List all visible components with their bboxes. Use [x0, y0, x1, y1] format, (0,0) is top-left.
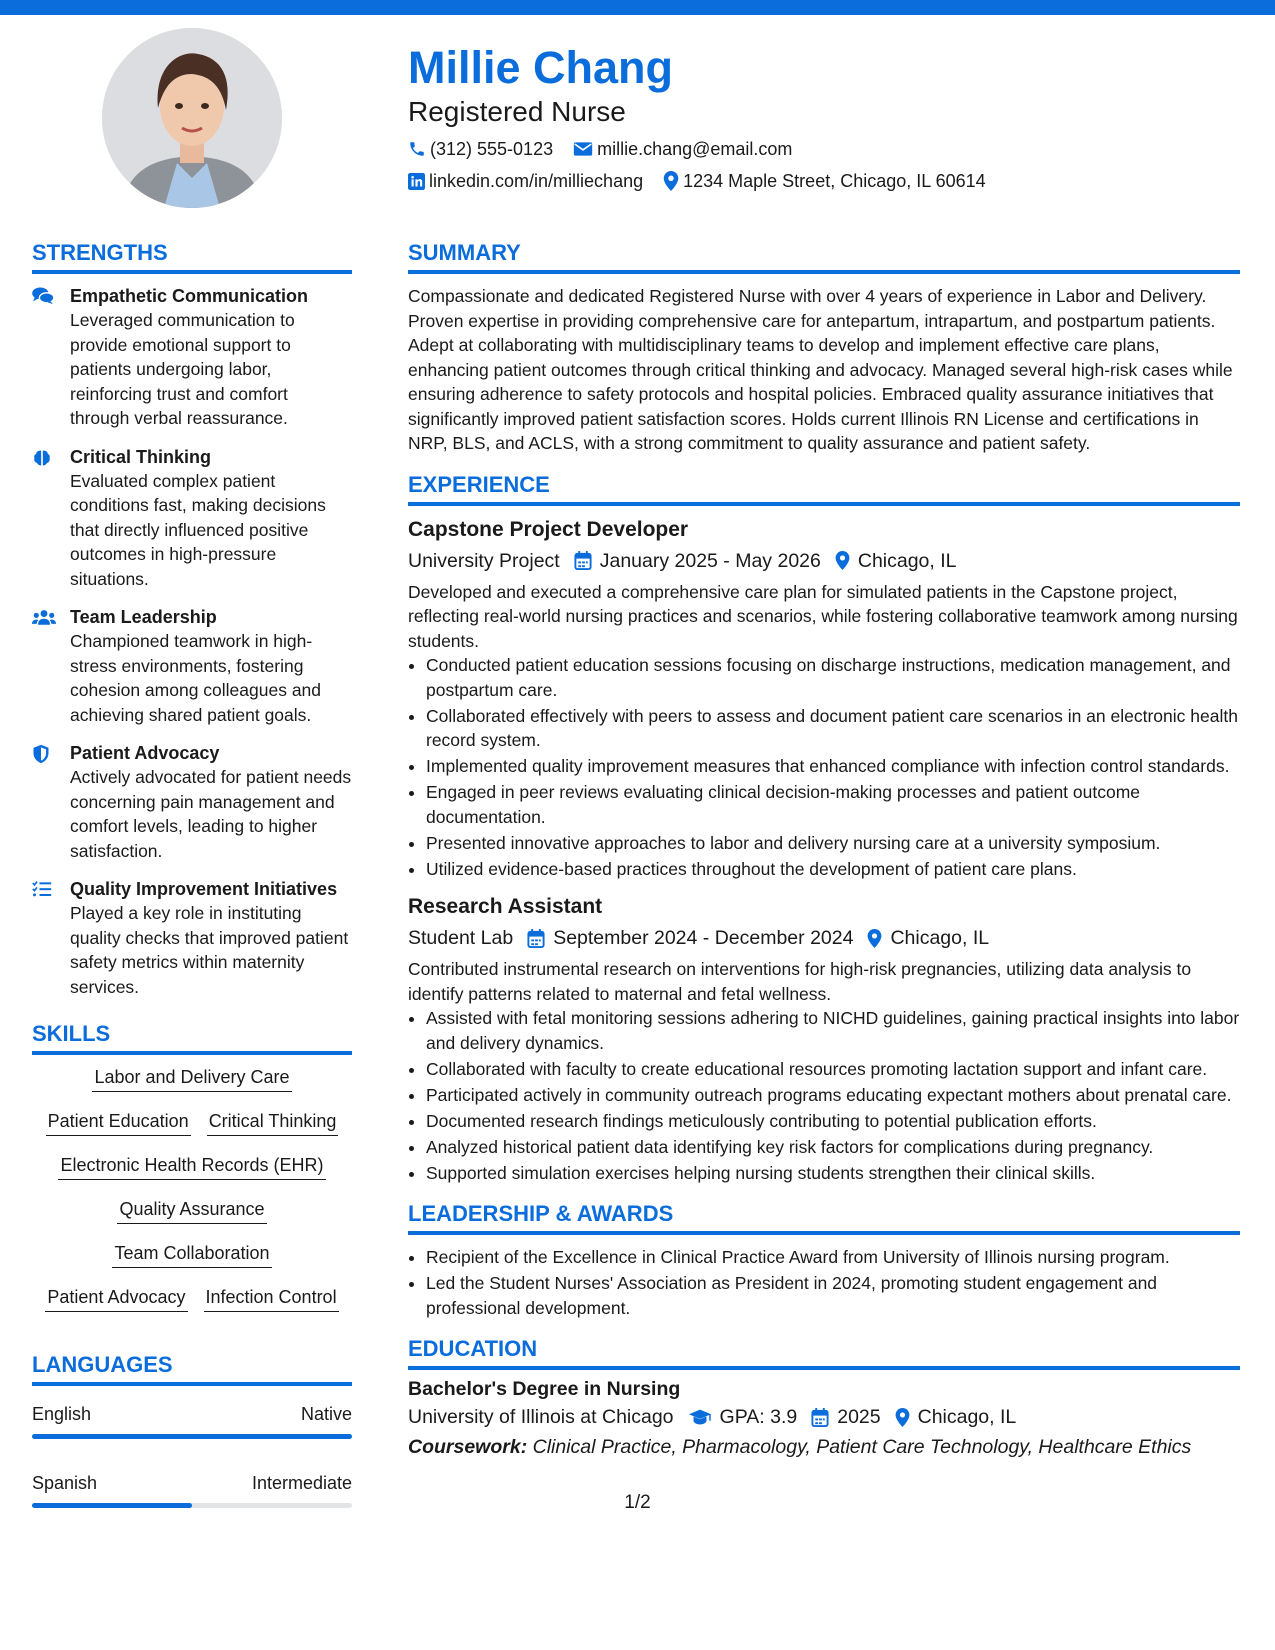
bullet-item: • Led the Student Nurses' Association as President in 2024, promoting student engagement and professional development.: [426, 1271, 1240, 1320]
job-org: University Project: [408, 549, 560, 572]
awards-list: [408, 1245, 1240, 1320]
strength-item: [32, 877, 352, 999]
strength-title: Quality Improvement Initiatives: [70, 879, 338, 899]
calendar-icon: [574, 551, 592, 570]
job-description: Contributed instrumental research on interventions for high-risk pregnancies, utilizing data analysis to identify patterns related to maternal and fetal wellness.: [408, 959, 1192, 1004]
language-progress-bar: [32, 1434, 352, 1439]
bullet-item: • Conducted patient education sessions focusing on discharge instructions, medication management, and postpartum care.: [426, 653, 1240, 702]
job-title: Research Assistant: [408, 895, 603, 918]
strength-desc: Played a key role in instituting quality checks that improved patient safety metrics within maternity services.: [70, 903, 349, 997]
skill-tag: Patient Education: [46, 1109, 191, 1136]
graduation-cap-icon: [688, 1408, 712, 1426]
comments-icon: [32, 287, 54, 305]
left-column: [32, 238, 352, 1540]
school-name: University of Illinois at Chicago: [408, 1406, 674, 1428]
linkedin-text[interactable]: linkedin.com/in/milliechang: [429, 171, 644, 191]
job-entry: [408, 893, 1240, 1185]
phone-text: (312) 555-0123: [430, 139, 554, 159]
top-accent-bar: [0, 0, 1275, 15]
bullet-item: • Analyzed historical patient data identifying key risk factors for complications during pregnancy.: [426, 1135, 1240, 1160]
language-name: Spanish: [32, 1473, 98, 1493]
job-meta: [408, 923, 1240, 953]
language-level: Native: [300, 1404, 352, 1424]
candidate-name: Millie Chang: [408, 42, 674, 93]
awards-heading: LEADERSHIP & AWARDS: [408, 1199, 1240, 1235]
avatar: [102, 28, 282, 208]
email-text[interactable]: millie.chang@email.com: [597, 139, 793, 159]
map-pin-icon: [867, 929, 882, 948]
header: [408, 40, 1238, 194]
graduation-year: 2025: [837, 1406, 881, 1428]
school-location: Chicago, IL: [917, 1406, 1017, 1428]
strength-item: [32, 605, 352, 727]
skill-tag: Labor and Delivery Care: [92, 1065, 291, 1092]
candidate-role: Registered Nurse: [408, 96, 626, 127]
strength-item: [32, 284, 352, 431]
experience-heading: EXPERIENCE: [408, 470, 1240, 506]
job-title: Capstone Project Developer: [408, 517, 689, 541]
checklist-icon: [32, 880, 52, 898]
summary-heading: SUMMARY: [408, 238, 1240, 274]
users-icon: [32, 608, 56, 626]
bullet-item: • Utilized evidence-based practices throughout the development of patient care plans.: [426, 857, 1240, 882]
job-bullets: [408, 1006, 1240, 1185]
job-dates: January 2025 - May 2026: [599, 549, 821, 572]
job-org: Student Lab: [408, 927, 514, 949]
strength-desc: Leveraged communication to provide emotional support to patients undergoing labor, reinforcing trust and comfort through verbal reassurance.: [70, 310, 295, 428]
map-pin-icon: [835, 551, 850, 570]
brain-icon: [32, 448, 52, 468]
language-progress-fill: [32, 1434, 352, 1439]
job-entry: [408, 516, 1240, 882]
strength-title: Empathetic Communication: [70, 286, 309, 306]
job-location: Chicago, IL: [890, 927, 990, 949]
strength-desc: Evaluated complex patient conditions fast, making decisions that directly influenced positive outcomes in high-pressure situations.: [70, 470, 326, 589]
language-row: [32, 1402, 352, 1426]
skill-tag: Quality Assurance: [117, 1197, 266, 1224]
strength-item: [32, 741, 352, 863]
skills-heading: SKILLS: [32, 1019, 352, 1055]
calendar-icon: [811, 1408, 829, 1427]
address-contact: [663, 168, 986, 194]
strength-desc: Championed teamwork in high-stress environments, fostering cohesion among colleagues and achieving shared patient goals.: [70, 631, 322, 725]
degree-title: Bachelor's Degree in Nursing: [408, 1378, 681, 1400]
map-pin-icon: [663, 171, 679, 191]
coursework-list: Clinical Practice, Pharmacology, Patient Care Technology, Healthcare Ethics: [532, 1436, 1192, 1458]
skills-list: [32, 1065, 352, 1312]
job-description: Developed and executed a comprehensive care plan for simulated patients in the Capstone project, reflecting real-world nursing practices and scenarios, while fostering collaborative teamwork among nursing students.: [408, 581, 1238, 651]
language-name: English: [32, 1404, 92, 1424]
skill-tag: Electronic Health Records (EHR): [58, 1153, 325, 1180]
strength-title: Team Leadership: [70, 607, 217, 627]
right-column: [408, 238, 1240, 1462]
coursework: [408, 1432, 1240, 1462]
contact-row-1: [408, 136, 1238, 162]
skill-tag: Infection Control: [204, 1285, 339, 1312]
summary-text: Compassionate and dedicated Registered Nurse with over 4 years of experience in Labor and Delivery. Proven expertise in providing comprehensive care for antepartum, intrapartum, and postpartum patients. Adept at collaborating with multidisciplinary teams to develop and implement effective care plans, enhancing patient outcomes through critical thinking and advocacy. Managed several high-risk cases while ensuring adherence to safety protocols and hospital policies. Embraced quality assurance initiatives that significantly improved patient satisfaction scores. Holds current Illinois RN License and certifications in NRP, BLS, and ACLS, with a strong commitment to quality assurance and patient safety.: [408, 286, 1233, 453]
skill-tag: Team Collaboration: [112, 1241, 271, 1268]
job-location: Chicago, IL: [857, 549, 957, 572]
bullet-item: • Recipient of the Excellence in Clinical Practice Award from University of Illinois nursing program.: [426, 1245, 1240, 1270]
phone-icon: [408, 140, 426, 158]
education-heading: EDUCATION: [408, 1334, 1240, 1370]
bullet-item: • Implemented quality improvement measures that enhanced compliance with infection control standards.: [426, 754, 1240, 779]
map-pin-icon: [895, 1408, 910, 1427]
strength-item: [32, 445, 352, 592]
calendar-icon: [527, 929, 545, 948]
contact-row-2: [408, 168, 1238, 194]
phone-contact: [408, 136, 553, 162]
address-text: 1234 Maple Street, Chicago, IL 60614: [683, 171, 986, 191]
linkedin-contact[interactable]: [408, 168, 643, 194]
linkedin-icon: [408, 173, 425, 190]
bullet-item: • Engaged in peer reviews evaluating clinical decision-making processes and patient outcome documentation.: [426, 780, 1240, 829]
bullet-item: • Supported simulation exercises helping nursing students strengthen their clinical skills.: [426, 1161, 1240, 1186]
bullet-item: • Assisted with fetal monitoring sessions adhering to NICHD guidelines, gaining practical insights into labor and delivery dynamics.: [426, 1006, 1240, 1055]
skill-tag: Patient Advocacy: [45, 1285, 187, 1312]
page-number: 1/2: [624, 1492, 651, 1513]
skill-tag: Critical Thinking: [207, 1109, 339, 1136]
coursework-label: Coursework:: [408, 1436, 528, 1458]
envelope-icon: [573, 141, 593, 157]
bullet-item: • Presented innovative approaches to labor and delivery nursing care at a university symposium.: [426, 831, 1240, 856]
profile-photo: [102, 28, 282, 208]
bullet-item: • Collaborated with faculty to create educational resources promoting lactation support and infant care.: [426, 1057, 1240, 1082]
bullet-item: • Participated actively in community outreach programs educating expectant mothers about prenatal care.: [426, 1083, 1240, 1108]
job-bullets: [408, 653, 1240, 881]
shield-icon: [32, 744, 50, 764]
education-meta: [408, 1402, 1240, 1432]
strength-title: Critical Thinking: [70, 446, 212, 467]
strengths-heading: STRENGTHS: [32, 238, 352, 274]
strength-title: Patient Advocacy: [70, 743, 220, 763]
bullet-item: • Collaborated effectively with peers to assess and document patient care scenarios in an electronic health record system.: [426, 704, 1240, 753]
gpa: GPA: 3.9: [719, 1406, 798, 1428]
languages-heading: LANGUAGES: [32, 1350, 352, 1386]
job-dates: September 2024 - December 2024: [553, 927, 854, 949]
email-contact[interactable]: [573, 136, 792, 162]
strength-desc: Actively advocated for patient needs concerning pain management and comfort levels, leading to higher satisfaction.: [70, 767, 352, 861]
job-meta: [408, 546, 1240, 576]
bullet-item: • Documented research findings meticulously contributing to potential publication efforts.: [426, 1109, 1240, 1134]
language-level: Intermediate: [251, 1473, 352, 1493]
